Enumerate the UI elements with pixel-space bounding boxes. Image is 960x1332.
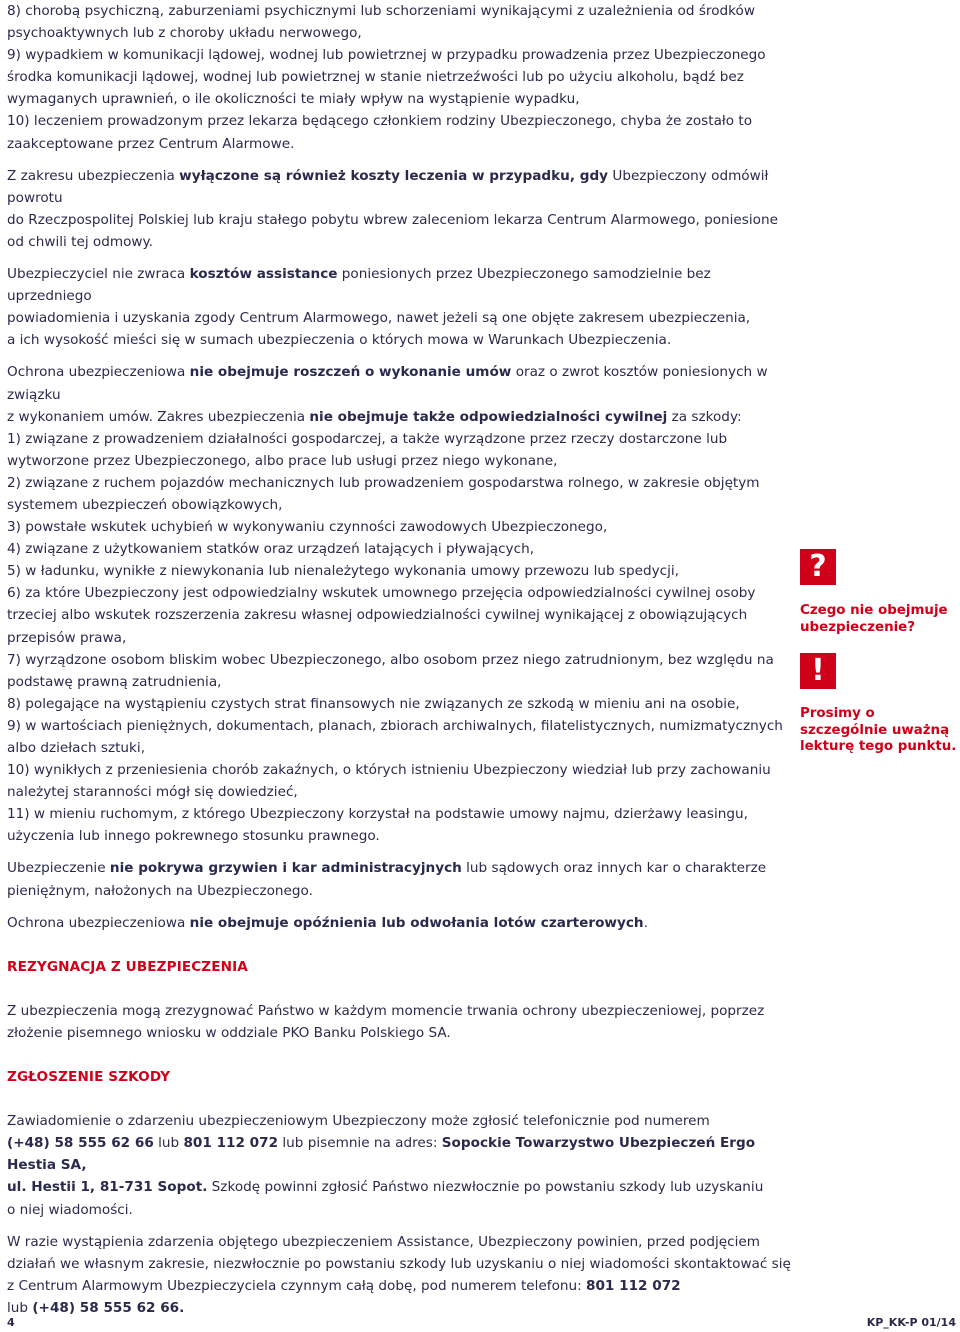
text-line [7, 165, 797, 209]
text-run: środka komunikacji lądowej, wodnej lub powietrznej w stanie nietrzeźwości lub po użyciu alkoholu, bądź bez [7, 69, 744, 86]
question-callout-text: Czego nie obejmuje ubezpieczenie? [800, 603, 948, 635]
text-run: 8) chorobą psychiczną, zaburzeniami psychicznymi lub schorzeniami wynikającymi z uzależnienia od środków [7, 3, 755, 19]
bold-text: wyłączone są również koszty leczenia w przypadku, gdy [179, 167, 609, 184]
text-run: 9) w wartościach pieniężnych, dokumentach, planach, zbiorach archiwalnych, filatelistycznych, numizmatycznych [7, 717, 783, 734]
text-line [7, 1275, 797, 1297]
text-run: . [643, 914, 648, 931]
text-run: wytworzone przez Ubezpieczonego, albo prace lub usługi przez niego wykonane, [7, 452, 558, 469]
bold-text: nie obejmuje także odpowiedzialności cywilnej [309, 408, 668, 425]
text-line [7, 1199, 797, 1221]
text-line [7, 857, 797, 879]
paragraph-spacer [7, 902, 797, 912]
text-run: złożenie pisemnego wniosku w oddziale PKO Banku Polskiego SA. [7, 1024, 451, 1041]
text-run: podstawę prawną zatrudnienia, [7, 673, 222, 690]
text-run: 11) w mieniu ruchomym, z którego Ubezpieczony korzystał na podstawie umowy najmu, dzierżawy leasingu, [7, 806, 748, 823]
text-run: lub pisemnie na adres: [278, 1135, 442, 1152]
text-run: 3) powstałe wskutek uchybień w wykonywaniu czynności zawodowych Ubezpieczonego, [7, 519, 608, 536]
text-run: W razie wystąpienia zdarzenia objętego ubezpieczeniem Assistance, Ubezpieczony powinien, przed podjęciem [7, 1233, 760, 1250]
text-line [7, 406, 797, 428]
text-line [7, 1000, 797, 1022]
text-line [7, 307, 797, 329]
text-line [7, 209, 797, 231]
text-line [7, 88, 797, 110]
text-run: albo dziełach sztuki, [7, 740, 146, 756]
text-run: lub [153, 1135, 184, 1152]
text-run: pieniężnym, nałożonych na Ubezpieczonego. [7, 882, 313, 899]
text-line [7, 560, 797, 582]
text-line [7, 1253, 797, 1275]
paragraph-spacer [7, 155, 797, 165]
warning-callout-text: Prosimy o szczególnie uważną lekturę tego punktu. [800, 706, 957, 755]
paragraph-spacer [7, 934, 797, 956]
text-line [7, 880, 797, 902]
text-run: do Rzeczpospolitej Polskiej lub kraju stałego pobytu wbrew zaleceniom lekarza Centrum Alarmowego, poniesione [7, 211, 778, 228]
text-run: poniesionych przez Ubezpieczonego samodzielnie bez uprzedniego [7, 266, 711, 305]
document-code: KP_KK-P 01/14 [866, 1316, 956, 1329]
text-line [7, 361, 797, 405]
text-run: za szkody: [667, 408, 742, 425]
text-line [7, 1176, 797, 1198]
page-number: 4 [7, 1316, 15, 1329]
text-run: 9) wypadkiem w komunikacji lądowej, wodnej lub powietrznej w przypadku prowadzenia przez Ubezpieczonego [7, 47, 766, 64]
text-line [7, 263, 797, 307]
exclamation-mark-icon: ! [800, 653, 836, 689]
text-line [7, 582, 797, 604]
text-line [7, 1110, 797, 1132]
bold-text: (+48) 58 555 62 66. [32, 1299, 185, 1316]
text-line [7, 428, 797, 450]
bold-text: 801 112 072 [586, 1277, 681, 1294]
text-run: należytej staranności mógł się dowiedzieć, [7, 784, 298, 801]
paragraph-spacer [7, 1044, 797, 1066]
text-run: 2) związane z ruchem pojazdów mechanicznych lub prowadzeniem gospodarstwa rolnego, w zakresie objętym [7, 474, 760, 491]
text-run: 8) polegające na wystąpieniu czystych strat finansowych nie związanych ze szkodą w mieniu ani na osobie, [7, 695, 740, 712]
text-run: Ubezpieczony odmówił powrotu [7, 167, 769, 206]
text-line [7, 494, 797, 516]
text-line [7, 781, 797, 803]
text-run: Z zakresu ubezpieczenia [7, 167, 180, 184]
bold-text: nie obejmuje opóźnienia lub odwołania lotów czarterowych [189, 914, 644, 931]
text-run: Ubezpieczenie [7, 860, 110, 877]
text-run: psychoaktywnych lub z choroby układu nerwowego, [7, 25, 362, 42]
text-line [7, 1132, 797, 1176]
text-run: 10) leczeniem prowadzonym przez lekarza będącego członkiem rodziny Ubezpieczonego, chyba że zostało to [7, 113, 753, 130]
text-line [7, 44, 797, 66]
text-line [7, 133, 797, 155]
text-run: działań we własnym zakresie, niezwłocznie po powstaniu szkody lub uzyskaniu o niej wiadomości skontaktować się [7, 1255, 791, 1272]
text-line [7, 231, 797, 253]
bold-text: nie obejmuje roszczeń o wykonanie umów [189, 364, 512, 381]
document-body [7, 0, 797, 1319]
text-line [7, 627, 797, 649]
text-line [7, 0, 797, 22]
paragraph-spacer [7, 253, 797, 263]
bold-text: kosztów assistance [189, 266, 338, 283]
text-line [7, 516, 797, 538]
text-line [7, 737, 797, 759]
section-heading [7, 956, 797, 978]
text-line [7, 1297, 797, 1319]
text-line [7, 1231, 797, 1253]
text-run: wymaganych uprawnień, o ile okoliczności te miały wpływ na wystąpienie wypadku, [7, 91, 580, 108]
bold-text: Sopockie Towarzystwo Ubezpieczeń Ergo Hestia SA, [7, 1135, 756, 1174]
section-heading [7, 1066, 797, 1088]
bold-text: 801 112 072 [183, 1135, 279, 1152]
text-line [7, 66, 797, 88]
text-run: z wykonaniem umów. Zakres ubezpieczenia [7, 408, 310, 425]
text-line [7, 472, 797, 494]
text-run: Ochrona ubezpieczeniowa [7, 364, 190, 381]
text-line [7, 671, 797, 693]
bold-text: (+48) 58 555 62 66 [7, 1135, 154, 1152]
text-run: 6) za które Ubezpieczony jest odpowiedzialny wskutek umownego przejęcia odpowiedzialności cywilnej osoby [7, 585, 756, 602]
text-run: Zawiadomienie o zdarzeniu ubezpieczeniowym Ubezpieczony może zgłosić telefonicznie pod numerem [7, 1113, 710, 1130]
text-run: przepisów prawa, [7, 629, 127, 646]
paragraph-spacer [7, 847, 797, 857]
text-run: 10) wynikłych z przeniesienia chorób zakaźnych, o których istnieniu Ubezpieczony wiedział lub przy zachowaniu [7, 762, 771, 779]
text-line [7, 604, 797, 626]
text-run: zaakceptowane przez Centrum Alarmowe. [7, 135, 295, 152]
text-run: ZGŁOSZENIE SZKODY [7, 1069, 171, 1086]
paragraph-spacer [7, 1088, 797, 1110]
text-run: REZYGNACJA Z UBEZPIECZENIA [7, 958, 248, 975]
text-run: powiadomienia i uzyskania zgody Centrum Alarmowego, nawet jeżeli są one objęte zakresem ubezpieczenia, [7, 310, 751, 327]
paragraph-spacer [7, 1221, 797, 1231]
text-run: a ich wysokość mieści się w sumach ubezpieczenia o których mowa w Warunkach Ubezpieczenia. [7, 332, 672, 349]
text-run: 7) wyrządzone osobom bliskim wobec Ubezpieczonego, albo osobom przez niego zatrudnionym, bez względu na [7, 651, 774, 668]
question-mark-icon: ? [800, 549, 836, 585]
text-run: 5) w ładunku, wynikłe z niewykonania lub nienależytego wykonania umowy przewozu lub spedycji, [7, 563, 680, 580]
text-run: systemem ubezpieczeń obowiązkowych, [7, 496, 283, 513]
paragraph-spacer [7, 978, 797, 1000]
text-line [7, 450, 797, 472]
text-line [7, 22, 797, 44]
text-run: o niej wiadomości. [7, 1201, 133, 1218]
paragraph-spacer [7, 351, 797, 361]
text-run: 1) związane z prowadzeniem działalności gospodarczej, a także wyrządzone przez rzeczy dostarczone lub [7, 430, 728, 447]
text-run: lub [7, 1299, 33, 1316]
text-line [7, 693, 797, 715]
question-callout [800, 549, 958, 636]
bold-text: ul. Hestii 1, 81-731 Sopot. [7, 1179, 208, 1196]
text-run: Szkodę powinni zgłosić Państwo niezwłocznie po powstaniu szkody lub uzyskaniu [207, 1179, 764, 1196]
text-run: lub sądowych oraz innych kar o charakterze [461, 860, 767, 877]
text-run: Ochrona ubezpieczeniowa [7, 914, 190, 931]
text-run: Ubezpieczyciel nie zwraca [7, 266, 190, 283]
bold-text: nie pokrywa grzywien i kar administracyjnych [109, 860, 462, 877]
text-line [7, 803, 797, 825]
text-line [7, 759, 797, 781]
text-run: 4) związane z użytkowaniem statków oraz urządzeń latających i pływających, [7, 541, 535, 558]
text-line [7, 1022, 797, 1044]
text-line [7, 110, 797, 132]
text-line [7, 825, 797, 847]
warning-callout [800, 653, 958, 756]
text-line [7, 912, 797, 934]
text-run: użyczenia lub innego pokrewnego stosunku prawnego. [7, 828, 380, 845]
text-line [7, 538, 797, 560]
text-run: Z ubezpieczenia mogą zrezygnować Państwo w każdym momencie trwania ochrony ubezpieczeniowej, poprzez [7, 1002, 765, 1019]
text-run: trzeciej albo wskutek rozszerzenia zakresu własnej odpowiedzialności cywilnej wynikającej z obowiązujących [7, 607, 748, 624]
text-line [7, 715, 797, 737]
text-line [7, 329, 797, 351]
text-run: z Centrum Alarmowym Ubezpieczyciela czynnym całą dobę, pod numerem telefonu: [7, 1277, 587, 1294]
text-line [7, 649, 797, 671]
text-run: oraz o zwrot kosztów poniesionych w związku [7, 364, 768, 403]
text-run: od chwili tej odmowy. [7, 233, 153, 250]
